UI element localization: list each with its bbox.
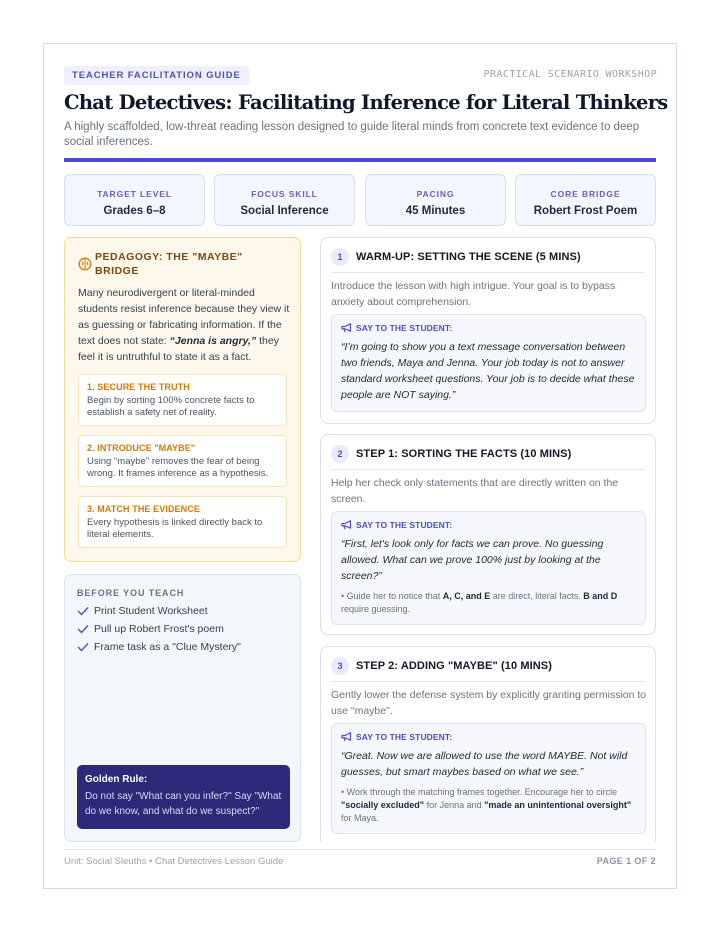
stat-key: CORE BRIDGE — [550, 189, 621, 199]
stat-key: TARGET LEVEL — [97, 189, 172, 199]
say-label — [341, 323, 636, 335]
step-quote: “First, let's look only for facts we can prove. No guessing allowed. What can we prove 100% just by looking at the screen?” — [341, 538, 604, 582]
pedagogy-step-body: Begin by sorting 100% concrete facts to establish a safety net of reality. — [87, 395, 255, 418]
say-label — [341, 520, 636, 532]
say-to-student-box — [331, 314, 646, 412]
step-divider — [331, 272, 645, 273]
step-title: WARM-UP: SETTING THE SCENE (5 MINS) — [356, 251, 581, 263]
stat-value: Grades 6–8 — [103, 205, 166, 217]
megaphone-icon — [341, 520, 353, 530]
stats-row — [64, 174, 656, 226]
pedagogy-step-title: 1. SECURE THE TRUTH — [87, 382, 190, 392]
pedagogy-step-maybe — [78, 435, 287, 487]
before-you-teach-card — [64, 574, 301, 842]
before-title: BEFORE YOU TEACH — [77, 588, 185, 598]
pedagogy-step-body: Every hypothesis is linked directly back to literal elements. — [87, 517, 263, 540]
footer-divider — [64, 849, 656, 850]
step-note — [341, 590, 636, 616]
step-card-adding-maybe — [320, 646, 656, 842]
checklist-item-label: Frame task as a "Clue Mystery" — [94, 641, 241, 653]
say-to-student-box — [331, 723, 646, 834]
step-number: 1 — [331, 248, 349, 266]
pedagogy-step-body: Using "maybe" removes the fear of being wrong. It frames inference as a hypothesis. — [87, 456, 269, 479]
page-title: Chat Detectives: Facilitating Inference for Literal Thinkers — [64, 91, 668, 114]
step-card-warmup — [320, 237, 656, 424]
step-quote: “I’m going to show you a text message conversation between two friends, Maya and Jenna. Your job today is not to answer standard worksheet questions. Your job is to decide what these people are NOT saying.” — [341, 341, 635, 401]
say-to-student-box — [331, 511, 646, 625]
lesson-guide-page — [43, 43, 677, 889]
check-icon — [77, 642, 89, 652]
check-icon — [77, 624, 89, 634]
checklist-item — [77, 603, 287, 619]
step-number: 3 — [331, 657, 349, 675]
megaphone-icon — [341, 732, 353, 742]
note-text: • Guide her to notice that — [341, 591, 443, 601]
say-label-text: SAY TO THE STUDENT: — [356, 732, 453, 742]
note-text: • Work through the matching frames together. Encourage her to circle — [341, 787, 618, 797]
note-text: for Maya. — [341, 813, 379, 823]
step-divider — [331, 469, 645, 470]
page-number: PAGE 1 OF 2 — [596, 856, 656, 866]
pedagogy-step-secure — [78, 374, 287, 426]
footer-unit: Unit: Social Sleuths • Chat Detectives Lesson Guide — [64, 856, 284, 867]
stat-key: PACING — [416, 189, 455, 199]
step-quote: “Great. Now we are allowed to use the word MAYBE. Not wild guesses, but smart maybes based on what we see.” — [341, 750, 628, 778]
golden-rule-body: Do not say "What can you infer?" Say "What do we know, and what do we suspect?" — [85, 791, 282, 817]
checklist-item — [77, 639, 287, 655]
brain-icon — [78, 257, 92, 271]
checklist-item-label: Pull up Robert Frost's poem — [94, 623, 224, 635]
step-intro: Introduce the lesson with high intrigue. Your goal is to bypass anxiety about comprehension. — [331, 280, 616, 308]
pedagogy-step-evidence — [78, 496, 287, 548]
step-card-sorting-facts — [320, 434, 656, 635]
stat-value: Robert Frost Poem — [533, 205, 638, 217]
say-label-text: SAY TO THE STUDENT: — [356, 323, 453, 333]
step-intro: Gently lower the defense system by explicitly granting permission to use "maybe". — [331, 689, 647, 717]
stat-focus-skill — [214, 174, 355, 226]
stat-pacing — [365, 174, 506, 226]
page-subtitle: A highly scaffolded, low-threat reading lesson designed to guide literal minds from concrete text evidence to deep social inferences. — [64, 121, 640, 148]
pedagogy-body-text-end: they feel it is untruthful to state it as a fact. — [78, 335, 279, 363]
step-number: 2 — [331, 445, 349, 463]
pedagogy-title: PEDAGOGY: THE "MAYBE" BRIDGE — [95, 251, 243, 277]
stat-value: 45 Minutes — [405, 205, 466, 217]
pedagogy-quote: “Jenna is angry,” — [169, 335, 257, 347]
checklist-item-label: Print Student Worksheet — [94, 605, 208, 617]
check-icon — [77, 606, 89, 616]
say-label — [341, 732, 636, 744]
step-note — [341, 786, 636, 825]
note-text: are direct, literal facts. — [490, 591, 584, 601]
note-text: require guessing. — [341, 604, 411, 614]
note-emphasis: A, C, and E — [442, 591, 491, 601]
pedagogy-step-title: 2. INTRODUCE "MAYBE" — [87, 443, 196, 453]
step-title: STEP 1: SORTING THE FACTS (10 MINS) — [356, 448, 572, 460]
stat-core-bridge — [515, 174, 656, 226]
step-title: STEP 2: ADDING "MAYBE" (10 MINS) — [356, 660, 552, 672]
pedagogy-body — [78, 285, 293, 365]
note-emphasis: B and D — [583, 591, 618, 601]
say-label-text: SAY TO THE STUDENT: — [356, 520, 453, 530]
title-divider — [64, 158, 656, 162]
note-text: for Jenna and — [424, 800, 485, 810]
stat-value: Social Inference — [240, 205, 329, 217]
guide-tag: TEACHER FACILITATION GUIDE — [64, 66, 249, 85]
megaphone-icon — [341, 323, 353, 333]
step-intro: Help her check only statements that are directly written on the screen. — [331, 477, 619, 505]
golden-rule-title: Golden Rule: — [85, 774, 148, 785]
checklist-item — [77, 621, 287, 637]
pedagogy-body-text: Many neurodivergent or literal-minded students resist inference because they view it as guessing or fabricating information. If the text does not state: — [78, 287, 290, 347]
workshop-tag: PRACTICAL SCENARIO WORKSHOP — [483, 69, 657, 80]
stat-target-level — [64, 174, 205, 226]
pedagogy-step-title: 3. MATCH THE EVIDENCE — [87, 504, 200, 514]
step-divider — [331, 681, 645, 682]
stat-key: FOCUS SKILL — [251, 189, 318, 199]
golden-rule-box — [77, 765, 290, 829]
pedagogy-card — [64, 237, 301, 562]
header-row — [64, 66, 657, 86]
note-emphasis: "made an unintentional oversight" — [484, 800, 632, 810]
note-emphasis: "socially excluded" — [341, 800, 425, 810]
